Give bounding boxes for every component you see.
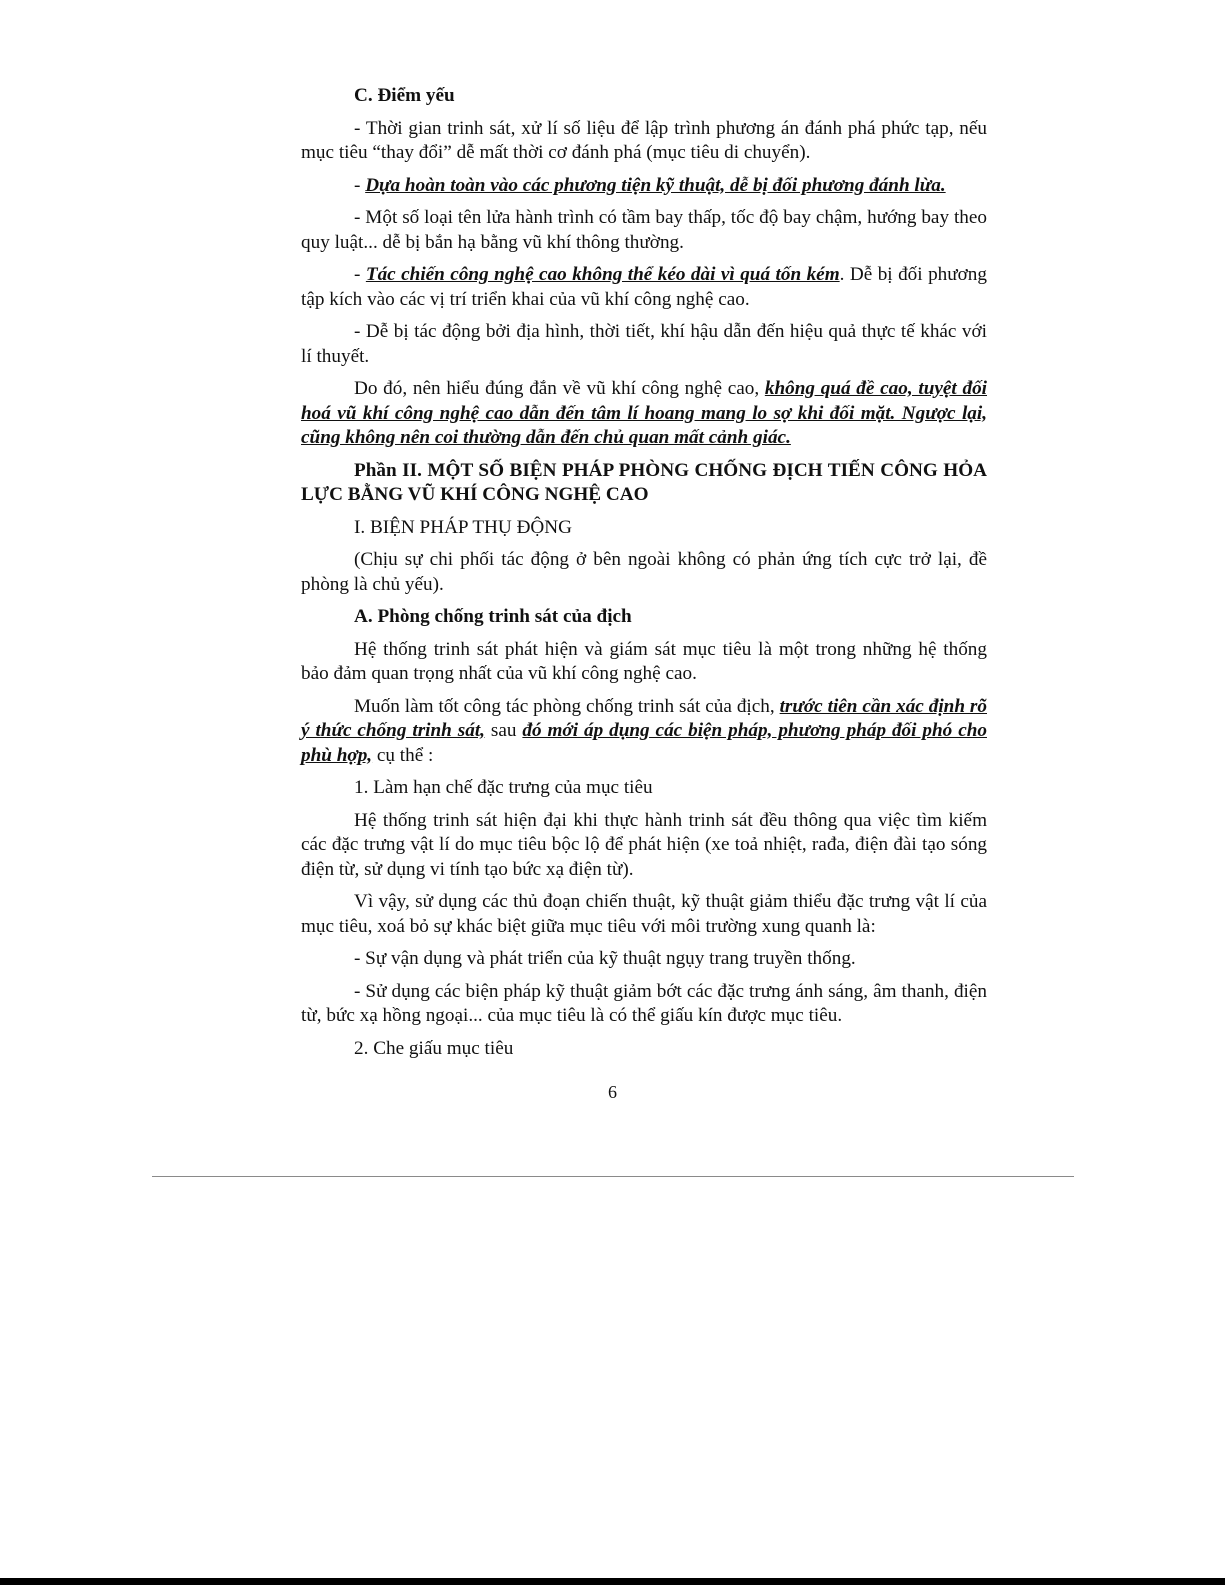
subheading: A. Phòng chống trinh sát của địch	[354, 606, 632, 627]
list-item: 1. Làm hạn chế đặc trưng của mục tiêu	[354, 777, 653, 798]
text: . Dễ bị đối phương tập kích vào các vị trí triển khai của vũ khí công nghệ cao.	[301, 264, 987, 310]
paragraph: - Dễ bị tác động bởi địa hình, thời tiết, khí hậu dẫn đến hiệu quả thực tế khác với lí thuyết.	[301, 321, 987, 367]
paragraph	[301, 174, 987, 199]
paragraph: (Chịu sự chi phối tác động ở bên ngoài không có phản ứng tích cực trở lại, đề phòng là chủ yếu).	[301, 549, 987, 595]
text: -	[354, 264, 366, 285]
paragraph	[301, 377, 987, 451]
page-number: 6	[608, 1082, 617, 1102]
heading-weaknesses: C. Điểm yếu	[354, 85, 455, 106]
paragraph: - Một số loại tên lửa hành trình có tầm bay thấp, tốc độ bay chậm, hướng bay theo quy luật... dễ bị bắn hạ bằng vũ khí thông thường.	[301, 207, 987, 253]
paragraph: Hệ thống trinh sát hiện đại khi thực hành trinh sát đều thông qua việc tìm kiếm các đặc trưng vật lí do mục tiêu bộc lộ để phát hiện (xe toả nhiệt, rađa, điện đài tạo sóng điện từ, sử dụng vi tính tạo bức xạ điện từ).	[301, 809, 987, 880]
text: -	[354, 174, 366, 196]
text: sau	[484, 720, 523, 741]
emphasis-text: trước tiên cần xác định rõ ý thức chống trinh sát,	[301, 695, 987, 741]
document-body	[301, 84, 987, 1069]
emphasis-text: Dựa hoàn toàn vào các phương tiện kỹ thuật, dễ bị đối phương đánh lừa.	[365, 174, 946, 196]
paragraph: Vì vậy, sử dụng các thủ đoạn chiến thuật, kỹ thuật giảm thiểu đặc trưng vật lí của mục tiêu, xoá bỏ sự khác biệt giữa mục tiêu với môi trường xung quanh là:	[301, 891, 987, 937]
paragraph: - Thời gian trinh sát, xử lí số liệu để lập trình phương án đánh phá phức tạp, nếu mục tiêu “thay đổi” dễ mất thời cơ đánh phá (mục tiêu di chuyển).	[301, 117, 987, 163]
paragraph	[301, 695, 987, 769]
list-item: 2. Che giấu mục tiêu	[354, 1037, 514, 1059]
emphasis-text: không quá đề cao, tuyệt đối hoá vũ khí công nghệ cao dẫn đến tâm lí hoang mang lo sợ khi đối mặt. Ngược lại, cũng không nên coi thường dẫn đến chủ quan mất cảnh giác.	[301, 378, 987, 448]
emphasis-text: đó mới áp dụng các biện pháp, phương pháp đối phó cho phù hợp,	[301, 720, 987, 766]
section-heading: I. BIỆN PHÁP THỤ ĐỘNG	[354, 516, 572, 538]
text: Do đó, nên hiểu đúng đắn về vũ khí công nghệ cao,	[354, 378, 765, 399]
footer-divider	[152, 1176, 1074, 1177]
text: Muốn làm tốt công tác phòng chống trinh sát của địch,	[354, 695, 780, 717]
text: cụ thể :	[372, 744, 434, 766]
paragraph: - Sử dụng các biện pháp kỹ thuật giảm bớt các đặc trưng ánh sáng, âm thanh, điện từ, bức xạ hồng ngoại... của mục tiêu là có thể giấu kín được mục tiêu.	[301, 980, 987, 1026]
paragraph: - Sự vận dụng và phát triển của kỹ thuật ngụy trang truyền thống.	[354, 948, 856, 969]
bottom-edge-bar	[0, 1578, 1225, 1585]
paragraph	[301, 263, 987, 312]
emphasis-text: Tác chiến công nghệ cao không thể kéo dài vì quá tốn kém	[365, 264, 840, 285]
part-heading: Phần II. MỘT SỐ BIỆN PHÁP PHÒNG CHỐNG ĐỊCH TIẾN CÔNG HỎA LỰC BẰNG VŨ KHÍ CÔNG NGHỆ CAO	[301, 459, 987, 505]
paragraph: Hệ thống trinh sát phát hiện và giám sát mục tiêu là một trong những hệ thống bảo đảm quan trọng nhất của vũ khí công nghệ cao.	[301, 638, 987, 684]
